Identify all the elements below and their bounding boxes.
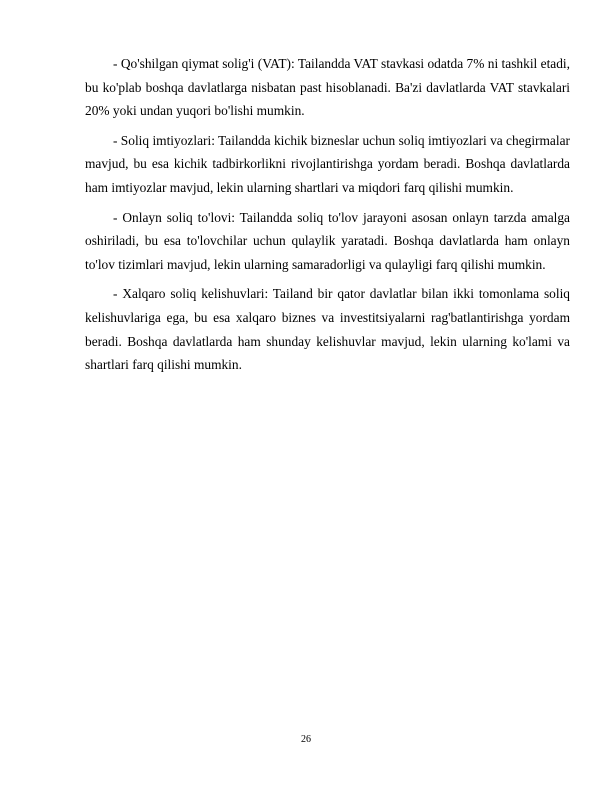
- paragraph-tax-incentives: - Soliq imtiyozlari: Tailandda kichik bizneslar uchun soliq imtiyozlari va chegirmalar mavjud, bu esa kichik tadbirkorlikni rivojlantirishga yordam beradi. Boshqa davlatlarda ham imtiyozlar mavjud, lekin ularning shartlari va miqdori farq qilishi mumkin.: [85, 132, 570, 195]
- page-number: 26: [301, 734, 311, 745]
- paragraph-vat: - Qo'shilgan qiymat solig'i (VAT): Tailandda VAT stavkasi odatda 7% ni tashkil etadi, bu ko'plab boshqa davlatlarga nisbatan past hisoblanadi. Ba'zi davlatlarda VAT stavkalari 20% yoki undan yuqori bo'lishi mumkin.: [85, 56, 570, 119]
- document-body: [85, 52, 570, 383]
- paragraph-international-agreements: - Xalqaro soliq kelishuvlari: Tailand bir qator davlatlar bilan ikki tomonlama soliq kelishuvlariga ega, bu esa xalqaro biznes va investitsiyalarni rag'batlantirishga yordam beradi. Boshqa davlatlarda ham shunday kelishuvlar mavjud, lekin ularning ko'lami va shartlari farq qilishi mumkin.: [85, 286, 570, 373]
- paragraph-online-payment: - Onlayn soliq to'lovi: Tailandda soliq to'lov jarayoni asosan onlayn tarzda amalga oshiriladi, bu esa to'lovchilar uchun qulaylik yaratadi. Boshqa davlatlarda ham onlayn to'lov tizimlari mavjud, lekin ularning samaradorligi va qulayligi farq qilishi mumkin.: [85, 209, 570, 272]
